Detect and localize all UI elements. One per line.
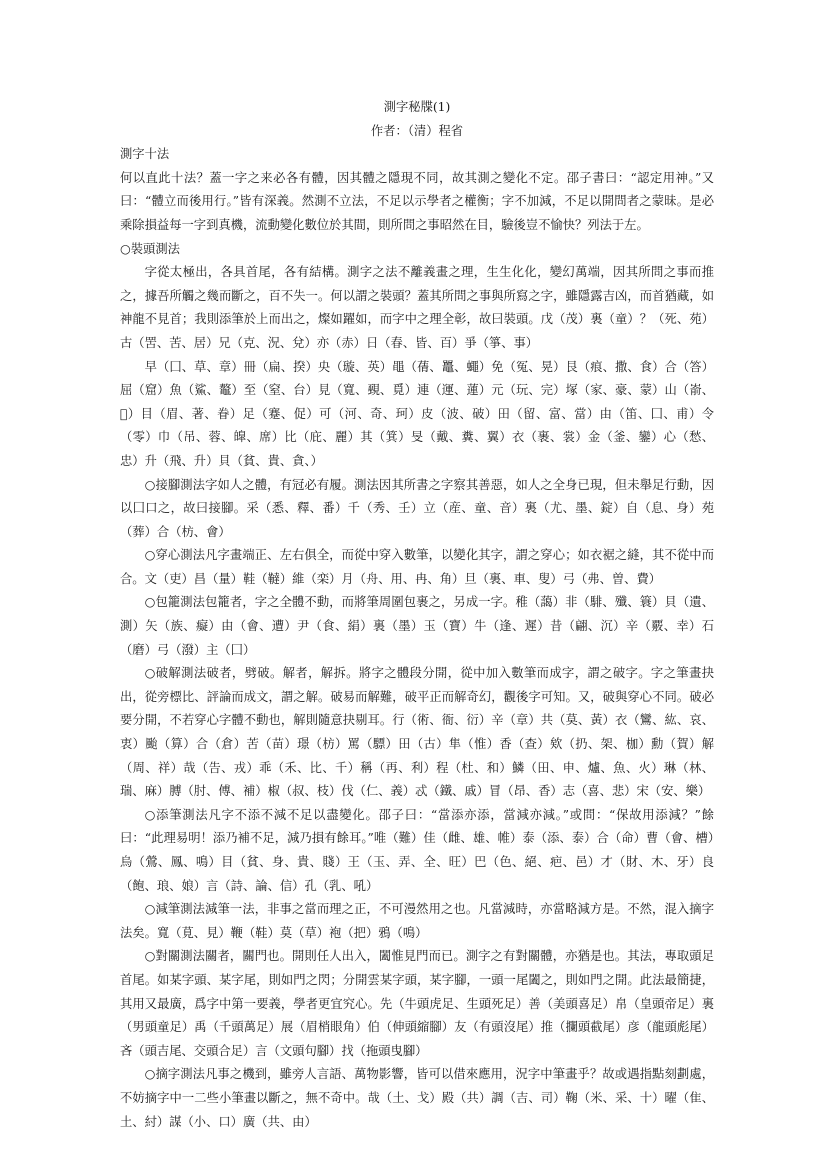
paragraph-zhuangtou-1: 字從太極出，各具首尾，各有結構。測字之法不離義畫之理，生生化化，變幻萬端，因其所問之事而推之，據吾所觸之幾而斷之，百不失一。何以謂之裝頭？蓋其所問之事與所寫之字，雖隱露吉凶，而首猶藏，如神龍不見首；我則添筆於上而出之，燦如躍如，而字中之理全彰，故曰裝頭。戊（茂）裏（童）？（死、苑）古（罟、苦、居）兄（克、況、兌）亦（赤）日（春、皆、百）爭（箏、事） (120, 265, 714, 350)
intro-paragraph: 何以直此十法？蓋一字之来必各有體，因其體之隱現不同，故其測之變化不定。邵子書曰：“認定用神。”又曰：“體立而後用行。”皆有深義。然測不立法，不足以示學者之權衡；字不加減，不足以開問者之蒙昧。是必乘除損益每一字到真機，流動變化數位於其間，則所問之事昭然在目，驗後豈不愉快？列法于左。 (120, 170, 714, 232)
paragraph-baolong: ○包籠測法包籠者，字之全體不動，而將筆周圍包裹之，另成一字。稚（藹）非（騑、殲、簑）貝（遺、測）矢（族、癡）由（會、遭）尹（食、絹）裏（墨）玉（寶）牛（逢、遲）昔（翩、沉）辛（覈、幸）石（磨）弓（潑）主（囗） (120, 595, 714, 657)
section-heading: 測字十法 (120, 147, 170, 162)
section-heading-zhuangtou: ○裝頭測法 (120, 241, 180, 256)
paragraph-zhaizi: ○摘字測法凡事之機到，雖旁人言語、萬物影響，皆可以借來應用，況字中筆畫乎？故或遇指點刻劃處，不妨摘字中一二些小筆畫以斷之，無不奇中。哉（土、戈）殿（共）調（吉、司）鞠（米、采、十）曜（隹、土、紂）謀（小、口）廣（共、由） (120, 1067, 714, 1129)
paragraph-tianbi: ○添筆測法凡字不添不減不足以盡變化。邵子曰：“當添亦添，當減亦減。”或問：“保故用添減？”餘曰：“此理易明！添乃補不足，減乃損有餘耳。”唯（難）佳（雌、雄、帷）泰（添、泰）合（命）曹（會、槽）烏（鶯、鳳、鳴）目（貧、身、貴、賤）王（玉、弄、全、旺）巴（色、絕、疤、邑）才（財、木、牙）良（飽、琅、娘）言（詩、論、信）孔（乳、吼） (120, 807, 714, 893)
author-line: 作者：（清）程省 (370, 123, 464, 138)
document-title: 測字秘牒(1) (383, 100, 451, 114)
paragraph-jiejiao: ○接腳測法字如人之體，有冠必有履。測法因其所書之字察其善惡，如人之全身已現，但未舉足行動，因以囗口之，故曰接腳。采（悉、釋、番）千（秀、壬）立（産、童、音）裏（尤、墨、錠）自（息、身）苑（葬）合（枋、會） (120, 477, 714, 539)
paragraph-zhuangtou-2: 早（囗、草、章）冊（扁、揆）央（璇、英）黽（蒨、鼉、蠅）免（冤、晃）艮（痕、撒、食）合（答）屈（窟）魚（鯊、鼇）至（窒、台）見（寬、覡、覓）連（運、蓮）元（玩、完）塚（家、豪、蒙）山（嵛、𡿬）目（眉、著、眷）足（蹇、促）可（河、奇、珂）皮（波、破）田（留、富、當）由（笛、囗、甫）令（零）巾（吊、蓉、皥、席）比（庇、麗）其（箕）旻（戴、糞、翼）衣（裹、裳）金（釜、鑾）心（愁、忠）升（飛、升）貝（貧、貴、貪、） (120, 359, 714, 468)
paragraph-chuanxin: ○穿心測法凡字畫端正、左右俱全，而從中穿入數筆，以變化其字，謂之穿心；如衣裾之縫，其不從中而合。文（吏）昌（量）鞋（韃）維（栾）月（舟、用、冉、角）旦（裏、車、叟）弓（弗、曽、費） (120, 548, 714, 586)
paragraph-jianbi: ○減筆測法減筆一法，非事之當而理之正，不可漫然用之也。凡當減時，亦當略減方是。不然，混入摘字法矣。寬（莧、見）鞭（鞋）莫（草）袍（把）鴉（鳴） (120, 902, 714, 940)
paragraph-pojie: ○破解測法破者，劈破。解者，解拆。將字之體段分開，從中加入數筆而成字，謂之破字。字之筆畫抉出，從旁標比、評論而成文，謂之解。破易而解難，破平正而解奇幻，觀後字可知。又，破與穿心不同。破必要分開，不若穿心字體不動也，解則隨意抉剔耳。行（術、衙、衍）辛（章）共（莫、黃）衣（鸞、紘、哀、衷）颱（算）合（倉）苦（苗）璟（枋）罵（驃）田（古）隼（惟）香（查）欸（扔、架、枷）勳（賀）解（周、祥）哉（告、戎）乖（禾、比、千）稱（再、利）程（杜、和）鱗（田、申、爐、魚、火）琳（林、瑞、麻）膊（肘、傅、補）椒（叔、枝）伐（仁、義）忒（鐵、戚）冒（昂、香）志（喜、悲）宋（安、樂） (120, 666, 714, 799)
document-page (120, 96, 714, 1134)
paragraph-duiguan: ○對關測法關者，關門也。開則任人出入，闔惟見門而已。測字之有對關體，亦猶是也。其法，專取頭足首尾。如某字頭、某字尾，則如門之閃；分開雲某字頭，某字腳，一頭一尾闔之，則如門之開。此法最簡捷，其用又最廣，爲字中第一要義，學者更宜究心。先（牛頭虎足、生頭死足）善（美頭喜足）帛（皇頭帝足）裏（男頭童足）禹（千頭萬足）展（眉梢眼角）伯（伸頭縮腳）友（有頭沒尾）推（攔頭截尾）彦（龍頭彪尾）吝（頭吉尾、交頭合足）言（文頭句腳）找（拖頭曳腳） (120, 949, 714, 1058)
